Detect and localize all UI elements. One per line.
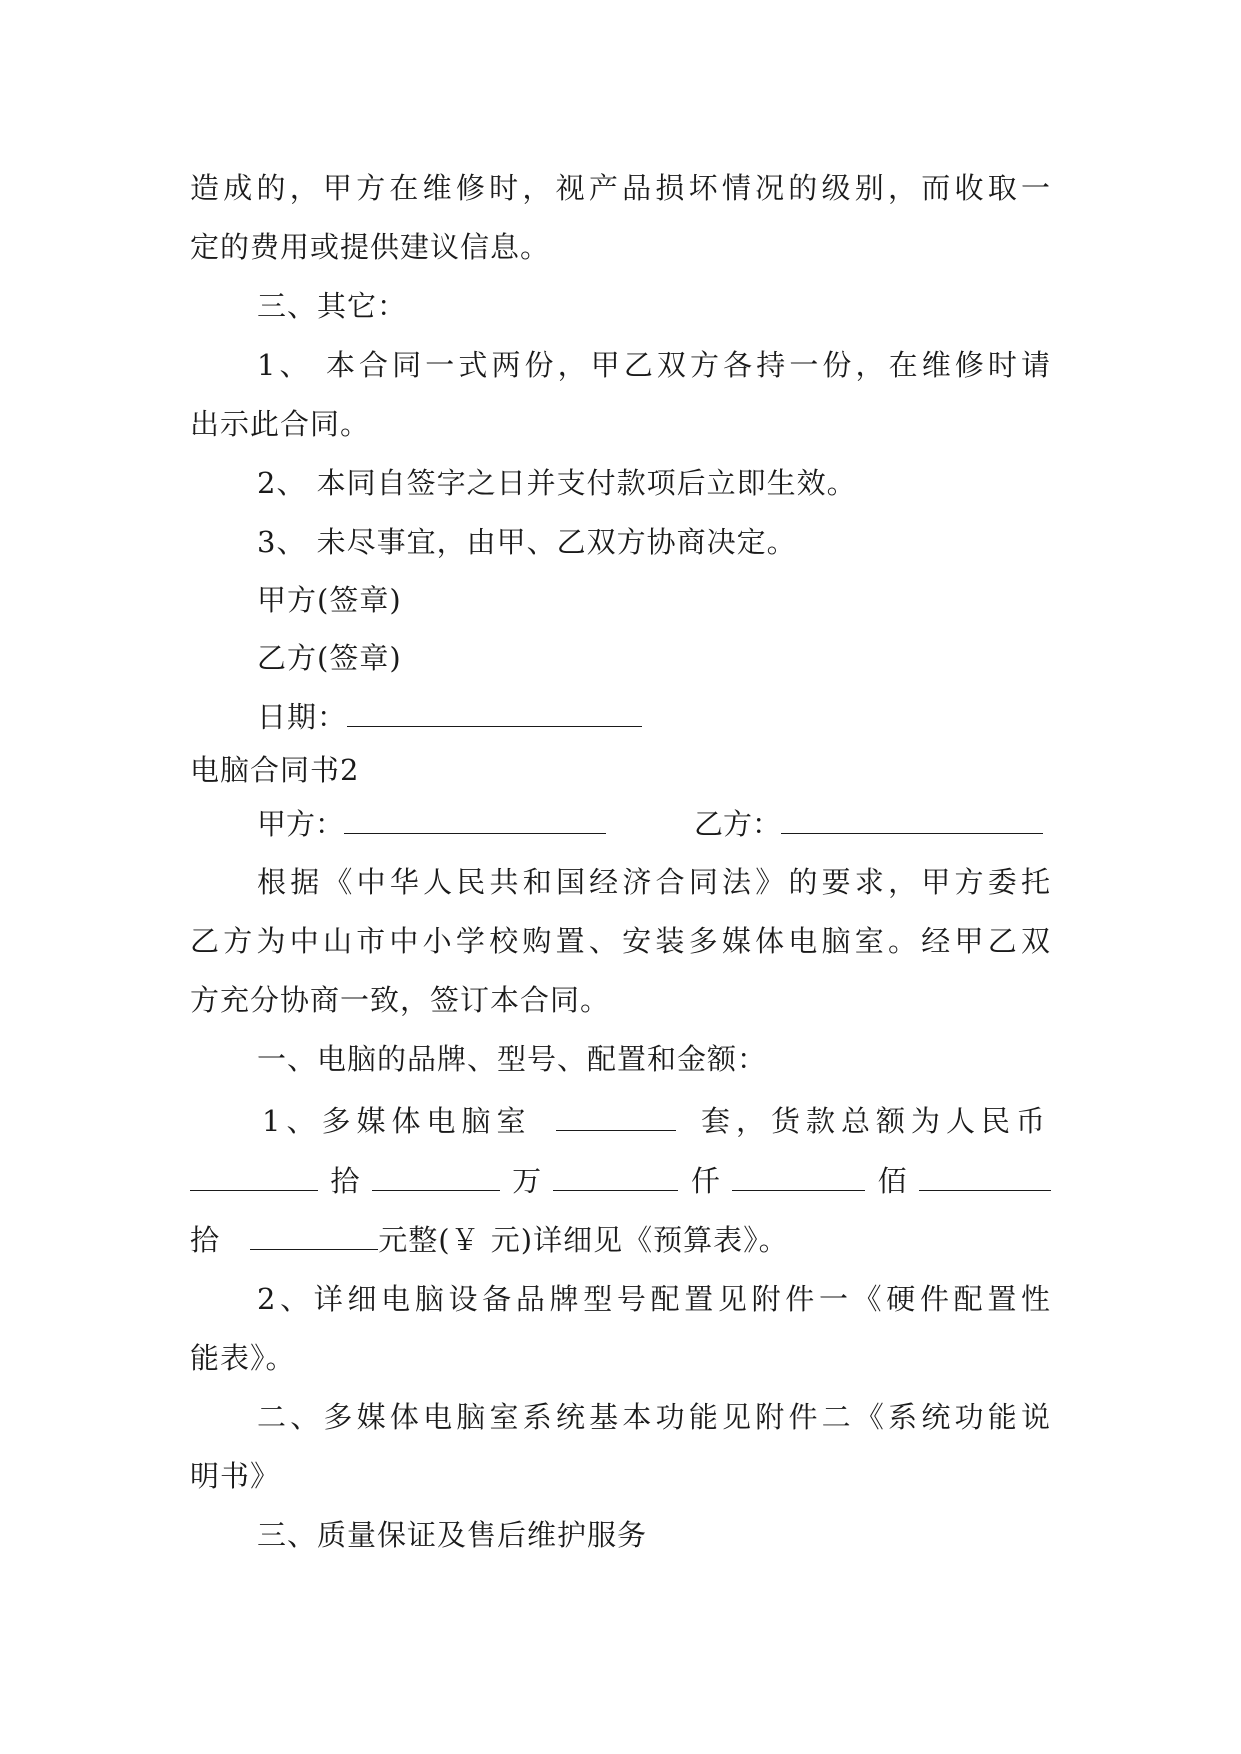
party-b-field <box>694 803 1043 844</box>
intro-line2: 乙方为中山市中小学校购置、安装多媒体电脑室。经甲乙双 <box>190 924 1051 958</box>
clause1-heading: 一、电脑的品牌、型号、配置和金额： <box>257 1042 768 1076</box>
other-item2: 2、 本同自签字之日并支付款项后立即生效。 <box>257 466 857 500</box>
unit-wan-label: 万 <box>512 1164 542 1198</box>
amount-blank-2 <box>372 1160 500 1191</box>
contract2-title: 电脑合同书2 <box>190 753 360 787</box>
clause3-heading: 三、质量保证及售后维护服务 <box>257 1518 648 1552</box>
unit-shi-label: 拾 <box>330 1164 360 1198</box>
section1-tail-line2: 定的费用或提供建议信息。 <box>190 230 551 264</box>
clause1-item1-prefix: 1、多媒体电脑室 <box>262 1104 532 1138</box>
date-label: 日期： <box>257 700 348 734</box>
unit-bai-label: 佰 <box>877 1164 907 1198</box>
clause1-item2-line1: 2、详细电脑设备品牌型号配置见附件一《硬件配置性 <box>257 1282 1051 1316</box>
intro-line1: 根据《中华人民共和国经济合同法》的要求，甲方委托 <box>257 865 1051 899</box>
party-a-blank <box>344 803 606 834</box>
clause1-item1-line3 <box>190 1219 789 1260</box>
clause1-item1-line1 <box>262 1100 1051 1141</box>
section1-tail-line1: 造成的，甲方在维修时，视产品损坏情况的级别，而收取一 <box>190 171 1051 205</box>
party-a-label: 甲方： <box>257 807 345 841</box>
other-item3: 3、 未尽事宜，由甲、乙双方协商决定。 <box>257 525 797 559</box>
amount-blank-1 <box>190 1160 318 1191</box>
unit-shi2-label: 拾 <box>190 1223 221 1257</box>
clause2-line2: 明书》 <box>190 1459 281 1493</box>
signature-party-a: 甲方(签章) <box>257 583 402 617</box>
amount-row <box>190 1160 1051 1201</box>
amount-blank-3 <box>553 1160 678 1191</box>
party-a-field <box>257 803 606 844</box>
clause1-item1-suffix: 套，货款总额为人民币 <box>700 1104 1051 1138</box>
signature-party-b: 乙方(签章) <box>257 641 402 675</box>
unit-qian-label: 仟 <box>690 1164 720 1198</box>
party-b-label: 乙方： <box>694 807 782 841</box>
party-b-blank <box>781 803 1043 834</box>
other-item1-line2: 出示此合同。 <box>190 407 371 441</box>
sets-blank <box>556 1100 676 1131</box>
date-line <box>257 696 642 737</box>
amount-blank-5 <box>919 1160 1051 1191</box>
amount-blank-6 <box>250 1219 378 1250</box>
other-heading: 三、其它： <box>257 289 408 323</box>
intro-line3: 方充分协商一致，签订本合同。 <box>190 983 611 1017</box>
clause1-item1-tail: 元整(￥ 元)详细见《预算表》。 <box>378 1223 789 1257</box>
clause1-item2-line2: 能表》。 <box>190 1341 296 1375</box>
amount-blank-4 <box>732 1160 865 1191</box>
other-item1-line1: 1、 本合同一式两份，甲乙双方各持一份，在维修时请 <box>257 348 1051 382</box>
date-blank <box>347 696 642 727</box>
clause2-line1: 二、多媒体电脑室系统基本功能见附件二《系统功能说 <box>257 1400 1051 1434</box>
